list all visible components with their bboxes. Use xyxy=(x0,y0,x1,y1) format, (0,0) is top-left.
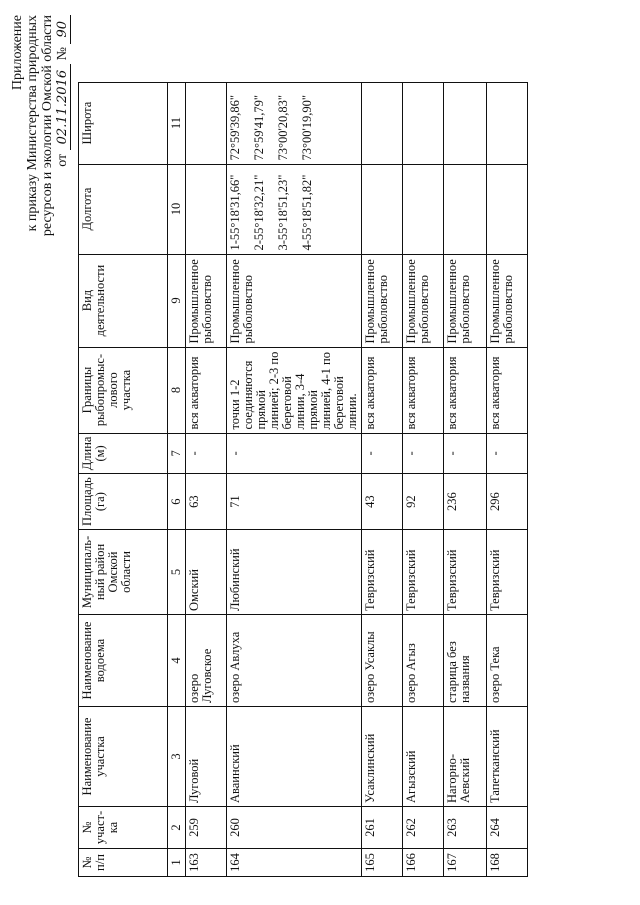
column-number: 2 xyxy=(168,807,186,849)
latitude-cell xyxy=(362,82,403,164)
longitude-point: 4-55°18'51,82" xyxy=(300,174,314,251)
column-number: 6 xyxy=(168,474,186,530)
activity-type-cell: Промышленное рыболовство xyxy=(487,254,528,347)
table-row xyxy=(186,82,227,876)
table-row xyxy=(403,82,444,876)
area-ha-cell: 63 xyxy=(186,474,227,530)
longitude-cell xyxy=(487,164,528,254)
district-cell: Любинский xyxy=(227,530,362,615)
column-number: 1 xyxy=(168,849,186,877)
longitude-point: 2-55°18'32,21" xyxy=(252,174,266,251)
area-ha-cell: 71 xyxy=(227,474,362,530)
ministry-name: ресурсов и экологии Омской области xyxy=(40,15,55,237)
table-row xyxy=(487,82,528,876)
area-number-cell: 260 xyxy=(227,807,362,849)
column-number: 8 xyxy=(168,347,186,433)
district-cell: Тевризский xyxy=(362,530,403,615)
length-m-cell: - xyxy=(362,433,403,474)
area-number-cell: 259 xyxy=(186,807,227,849)
longitude-point: 3-55°18'51,23" xyxy=(276,174,290,251)
appendix-title: Приложение xyxy=(10,15,25,91)
latitude-point: 73°00'19,90" xyxy=(300,95,314,161)
district-cell: Тевризский xyxy=(403,530,444,615)
column-number: 9 xyxy=(168,254,186,347)
area-name-cell: Нагорно-Аевский xyxy=(444,707,487,807)
latitude-cell xyxy=(487,82,528,164)
activity-type-cell: Промышленное рыболовство xyxy=(227,254,362,347)
handwritten-date: 02.11.2016 xyxy=(55,64,71,150)
table-body xyxy=(186,82,528,876)
area-number-cell: 262 xyxy=(403,807,444,849)
column-number: 7 xyxy=(168,433,186,474)
area-name-cell: Луговой xyxy=(186,707,227,807)
area-name-cell: Тапетканский xyxy=(487,707,528,807)
column-header: Широта xyxy=(79,82,168,164)
boundaries-cell: вся акватория xyxy=(362,347,403,433)
column-header: Длина (м) xyxy=(79,433,168,474)
activity-type-cell: Промышленное рыболовство xyxy=(186,254,227,347)
longitude-cell xyxy=(227,164,362,254)
row-number-cell: 168 xyxy=(487,849,528,877)
longitude-cell xyxy=(186,164,227,254)
boundaries-cell: вся акватория xyxy=(403,347,444,433)
district-cell: Омский xyxy=(186,530,227,615)
water-body-cell: озеро Луговское xyxy=(186,615,227,707)
table-row xyxy=(444,82,487,876)
number-label: № xyxy=(55,47,70,61)
order-reference: к приказу Министерства природных xyxy=(25,15,40,232)
area-ha-cell: 43 xyxy=(362,474,403,530)
column-header: Муниципаль-ный район Омской области xyxy=(79,530,168,615)
latitude-point: 72°59'39,86" xyxy=(228,95,242,161)
column-number: 10 xyxy=(168,164,186,254)
area-number-cell: 261 xyxy=(362,807,403,849)
district-cell: Тевризский xyxy=(444,530,487,615)
area-number-cell: 263 xyxy=(444,807,487,849)
longitude-cell xyxy=(362,164,403,254)
column-number-row xyxy=(168,82,186,876)
length-m-cell: - xyxy=(227,433,362,474)
activity-type-cell: Промышленное рыболовство xyxy=(403,254,444,347)
area-ha-cell: 92 xyxy=(403,474,444,530)
column-header: Границы рыбопромыс-лового участка xyxy=(79,347,168,433)
column-number: 5 xyxy=(168,530,186,615)
row-number-cell: 167 xyxy=(444,849,487,877)
boundaries-cell: вся акватория xyxy=(487,347,528,433)
boundaries-cell: точки 1-2 соединяются прямой линией; 2-3 по береговой линии, 3-4 прямой линией, 4-1 по береговой линии. xyxy=(227,347,362,433)
column-number: 3 xyxy=(168,707,186,807)
table-row xyxy=(362,82,403,876)
latitude-cell xyxy=(403,82,444,164)
longitude-point: 1-55°18'31,66" xyxy=(228,174,242,251)
area-number-cell: 264 xyxy=(487,807,528,849)
longitude-cell xyxy=(444,164,487,254)
row-number-cell: 164 xyxy=(227,849,362,877)
length-m-cell: - xyxy=(444,433,487,474)
water-body-cell: старица без названия xyxy=(444,615,487,707)
row-number-cell: 163 xyxy=(186,849,227,877)
latitude-point: 73°00'20,83" xyxy=(276,95,290,161)
latitude-cell xyxy=(186,82,227,164)
column-header: Долгота xyxy=(79,164,168,254)
latitude-cell xyxy=(227,82,362,164)
order-date-number-line xyxy=(55,15,70,265)
area-name-cell: Аваинский xyxy=(227,707,362,807)
column-header: Площадь (га) xyxy=(79,474,168,530)
column-header: Наименование участка xyxy=(79,707,168,807)
row-number-cell: 166 xyxy=(403,849,444,877)
column-header: № участ-ка xyxy=(79,807,168,849)
column-header: Наименование водоема xyxy=(79,615,168,707)
area-ha-cell: 296 xyxy=(487,474,528,530)
column-header: Вид деятельности xyxy=(79,254,168,347)
area-ha-cell: 236 xyxy=(444,474,487,530)
water-body-cell: озеро Усаклы xyxy=(362,615,403,707)
length-m-cell: - xyxy=(403,433,444,474)
boundaries-cell: вся акватория xyxy=(186,347,227,433)
length-m-cell: - xyxy=(487,433,528,474)
district-cell: Тевризский xyxy=(487,530,528,615)
length-m-cell: - xyxy=(186,433,227,474)
appendix-header xyxy=(10,15,70,265)
column-number: 4 xyxy=(168,615,186,707)
fishing-areas-table xyxy=(78,82,528,877)
column-number: 11 xyxy=(168,82,186,164)
water-body-cell: озеро Агыз xyxy=(403,615,444,707)
boundaries-cell: вся акватория xyxy=(444,347,487,433)
handwritten-number: 90 xyxy=(55,15,71,44)
column-header: № п/п xyxy=(79,849,168,877)
activity-type-cell: Промышленное рыболовство xyxy=(362,254,403,347)
activity-type-cell: Промышленное рыболовство xyxy=(444,254,487,347)
latitude-point: 72°59'41,79" xyxy=(252,95,266,161)
latitude-cell xyxy=(444,82,487,164)
column-header-row xyxy=(79,82,168,876)
area-name-cell: Агызский xyxy=(403,707,444,807)
from-label: от xyxy=(55,153,70,167)
table-row xyxy=(227,82,362,876)
longitude-cell xyxy=(403,164,444,254)
water-body-cell: озеро Авлуха xyxy=(227,615,362,707)
row-number-cell: 165 xyxy=(362,849,403,877)
water-body-cell: озеро Тека xyxy=(487,615,528,707)
area-name-cell: Усаклинский xyxy=(362,707,403,807)
